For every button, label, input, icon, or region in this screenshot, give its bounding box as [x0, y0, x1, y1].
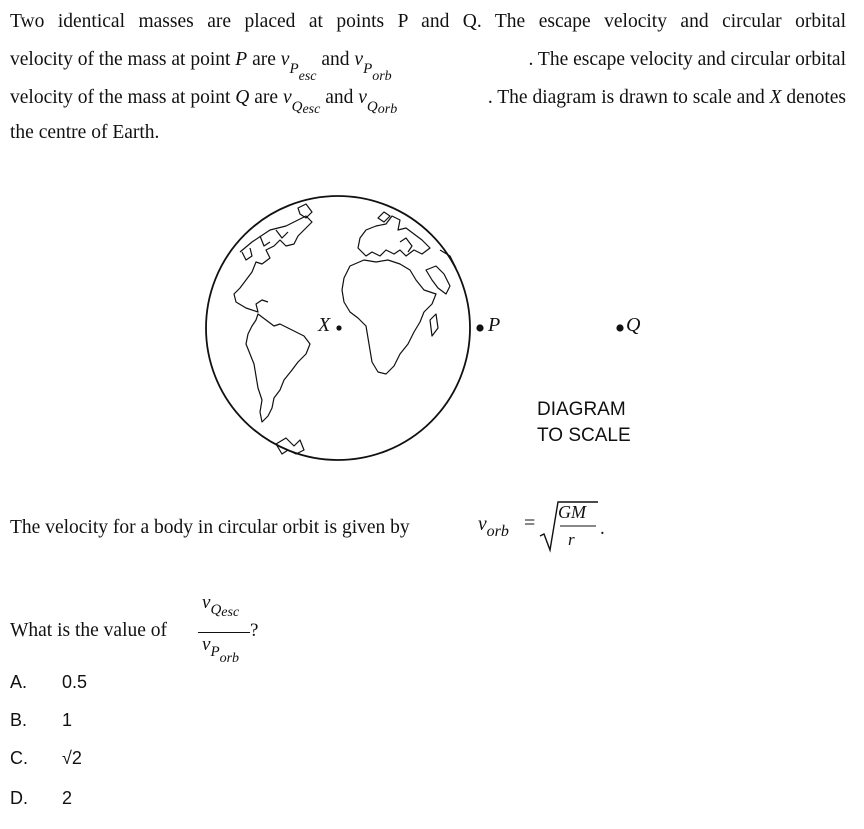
option-letter: D.	[10, 788, 28, 808]
formula-numerator: GM	[558, 502, 586, 522]
point-q-dot	[614, 322, 626, 334]
prompt-text: What is the value of	[10, 620, 168, 641]
option-letter: C.	[10, 748, 28, 768]
earth-center-dot	[336, 325, 341, 330]
point-p-dot	[474, 322, 486, 334]
option-c[interactable]	[10, 748, 82, 769]
formula-period: .	[600, 518, 605, 539]
question-line-3: velocity of the mass at point Q are $v_{Qesc}$ and $v_{Qorb}$ . The diagram is drawn to scale and X denotes	[10, 87, 846, 117]
center-x-label: X	[318, 314, 331, 336]
point-p-label: P	[488, 314, 501, 336]
option-value: √2	[62, 748, 82, 768]
option-letter: A.	[10, 672, 28, 692]
point-q-label: Q	[626, 314, 641, 336]
formula-denominator: r	[568, 530, 575, 549]
option-d[interactable]	[10, 788, 73, 809]
formula-text: The velocity for a body in circular orbit is given by	[10, 517, 410, 538]
option-b[interactable]	[10, 710, 73, 731]
diagram-caption: DIAGRAM TO SCALE	[537, 399, 631, 446]
earth-diagram	[200, 190, 480, 470]
ratio-numerator: $v_{Qesc}$	[202, 592, 240, 620]
option-letter: B.	[10, 710, 28, 730]
ratio-bar	[198, 632, 250, 633]
formula-lhs: $v_{orb}$	[478, 514, 509, 540]
question-line-4: the centre of Earth.	[10, 122, 160, 143]
option-value: 0.5	[62, 672, 88, 692]
question-line-2: velocity of the mass at point P are $v_{Pesc}$ and $v_{Porb}$ . The escape velocity and circular orbital	[10, 49, 846, 84]
ratio-denominator: $v_{Porb}$	[202, 634, 240, 666]
formula-equals: =	[524, 512, 536, 534]
option-a[interactable]	[10, 672, 88, 693]
prompt-question-mark: ?	[250, 620, 259, 641]
option-value: 1	[62, 710, 73, 730]
option-value: 2	[62, 788, 73, 808]
question-line-1: Two identical masses are placed at points P and Q. The escape velocity and circular orbital	[10, 11, 846, 32]
